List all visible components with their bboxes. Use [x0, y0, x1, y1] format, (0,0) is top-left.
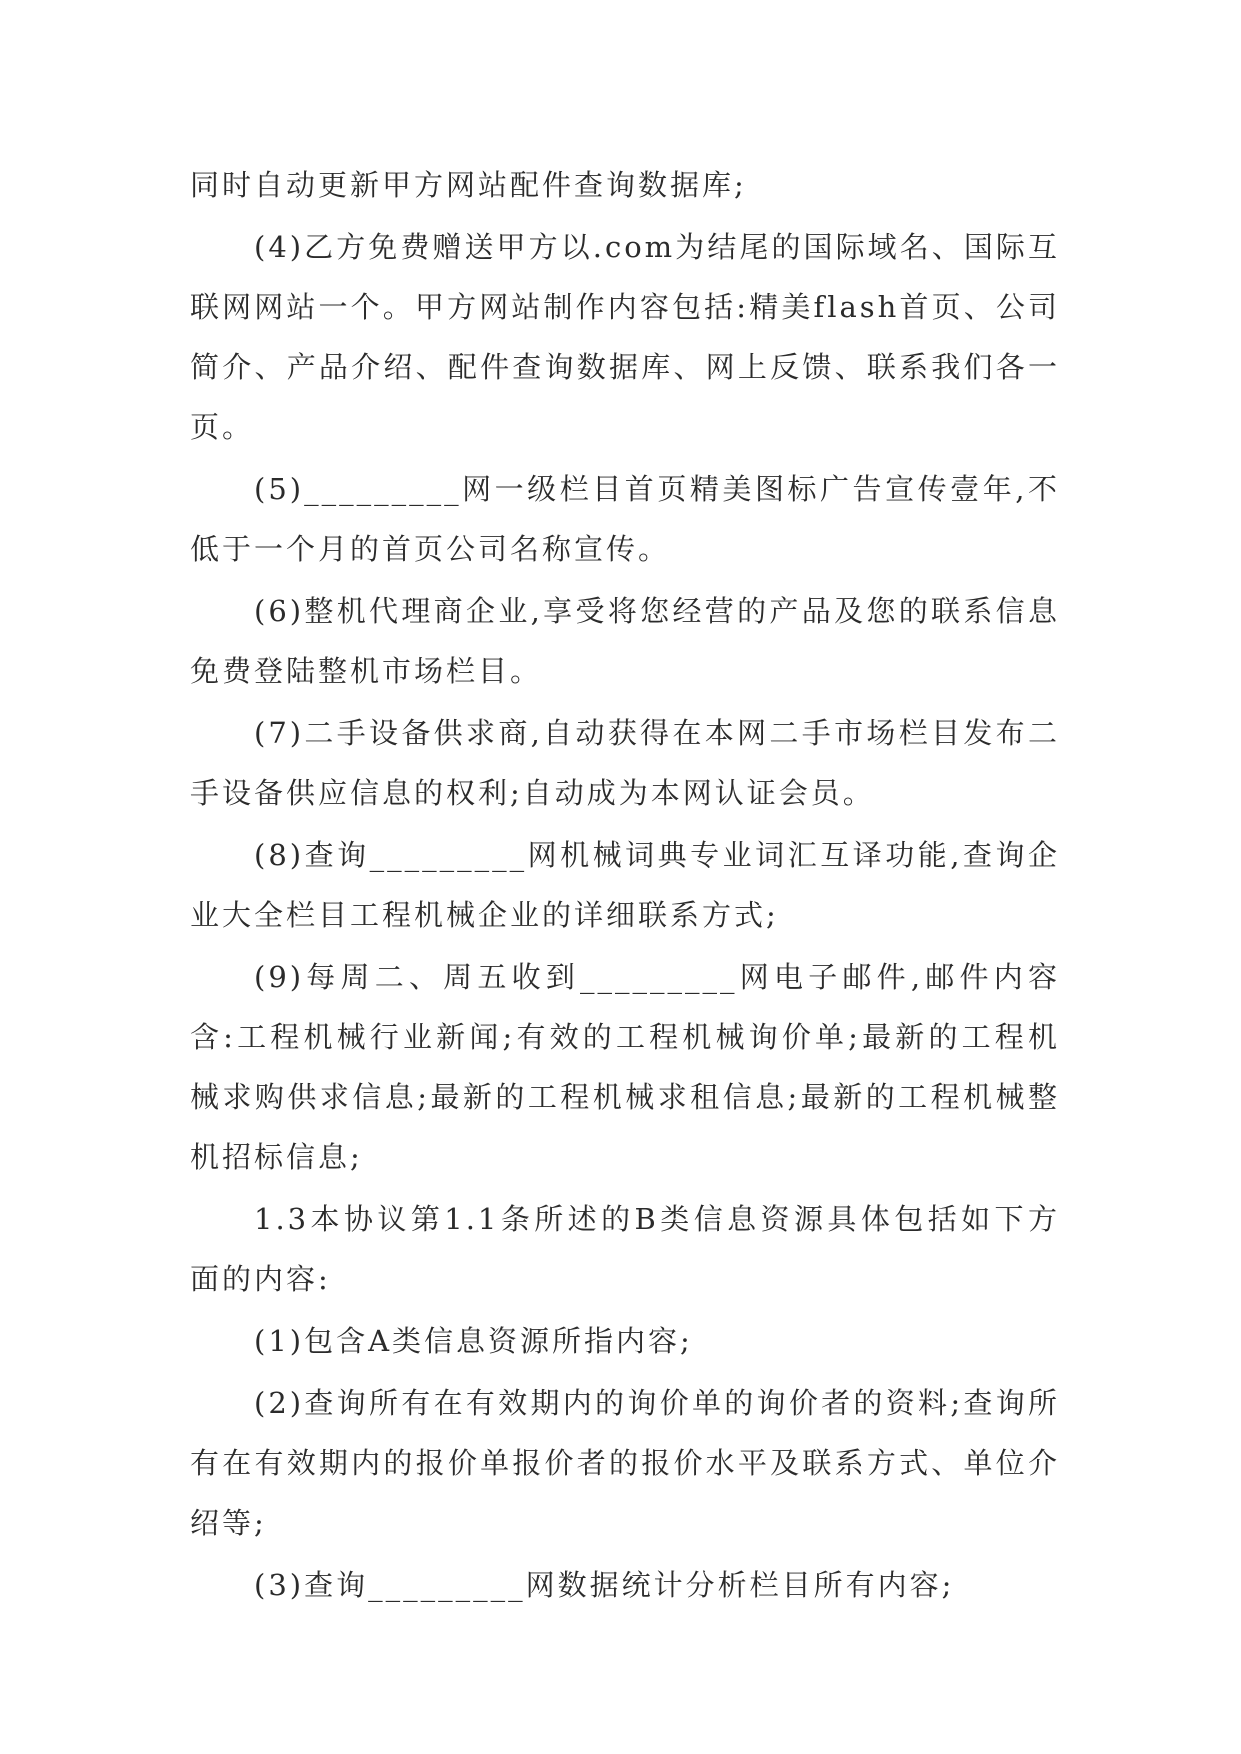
document-body [190, 155, 1060, 1617]
paragraph: (4)乙方免费赠送甲方以.com为结尾的国际域名、国际互联网网站一个。甲方网站制作内容包括:精美flash首页、公司简介、产品介绍、配件查询数据库、网上反馈、联系我们各一页。 [190, 230, 1060, 444]
paragraph: (6)整机代理商企业,享受将您经营的产品及您的联系信息免费登陆整机市场栏目。 [190, 594, 1060, 688]
paragraph: (3)查询_________网数据统计分析栏目所有内容; [254, 1568, 955, 1602]
paragraph: (9)每周二、周五收到_________网电子邮件,邮件内容含:工程机械行业新闻;有效的工程机械询价单;最新的工程机械求购供求信息;最新的工程机械求租信息;最新的工程机械整机招标信息; [190, 960, 1060, 1174]
paragraph: (1)包含A类信息资源所指内容; [254, 1324, 693, 1358]
paragraph: (2)查询所有在有效期内的询价单的询价者的资料;查询所有在有效期内的报价单报价者的报价水平及联系方式、单位介绍等; [190, 1386, 1060, 1540]
paragraph: 同时自动更新甲方网站配件查询数据库; [190, 168, 747, 202]
paragraph: (8)查询_________网机械词典专业词汇互译功能,查询企业大全栏目工程机械企业的详细联系方式; [190, 838, 1060, 932]
paragraph: (5)_________网一级栏目首页精美图标广告宣传壹年,不低于一个月的首页公司名称宣传。 [190, 472, 1060, 566]
paragraph: (7)二手设备供求商,自动获得在本网二手市场栏目发布二手设备供应信息的权利;自动成为本网认证会员。 [190, 716, 1060, 810]
paragraph: 1.3本协议第1.1条所述的B类信息资源具体包括如下方面的内容: [190, 1202, 1060, 1296]
